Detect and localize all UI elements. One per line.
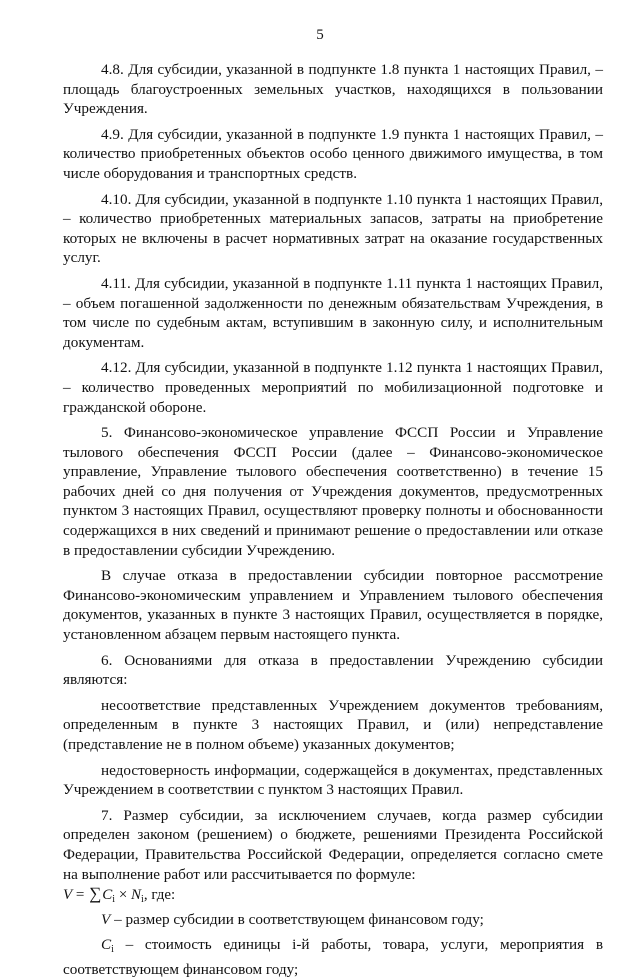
definition-v-text: – размер субсидии в соответствующем финансовом году; — [110, 910, 484, 928]
definition-v — [63, 910, 603, 930]
paragraph-6-ground-1: несоответствие представленных Учреждением документов требованиям, определенным в пункте 3 настоящих Правил, и (или) непредставление (представление не в полном объеме) указанных документов; — [63, 696, 603, 753]
formula-tail: , где: — [143, 887, 176, 904]
definition-c-text: – стоимость единицы i-й работы, товара, услуги, мероприятия в соответствующем финансовом году; — [63, 936, 603, 978]
formula-sum: ∑ — [89, 884, 102, 904]
paragraph-6-ground-2: недостоверность информации, содержащейся в документах, представленных Учреждением в соответствии с пунктом 3 настоящих Правил. — [63, 761, 603, 799]
paragraph-4-10: 4.10. Для субсидии, указанной в подпункте 1.10 пункта 1 настоящих Правил, – количество приобретенных материальных запасов, затраты на приобретение которых не включены в расчет нормативных затрат на оказание государственных услуг. — [63, 190, 603, 267]
paragraph-4-8: 4.8. Для субсидии, указанной в подпункте 1.8 пункта 1 настоящих Правил, – площадь благоустроенных земельных участков, находящихся в пользовании Учреждения. — [63, 61, 603, 118]
paragraph-4-11: 4.11. Для субсидии, указанной в подпункте 1.11 пункта 1 настоящих Правил, – объем погашенной задолженности по денежным обязательствам Учреждения, в том числе по судебным актам, вступившим в законную силу, и исполнительным документам. — [63, 274, 603, 351]
formula-c-sub: i — [112, 894, 116, 906]
formula-n: N — [131, 887, 142, 904]
page-number: 5 — [316, 27, 324, 43]
paragraph-4-9: 4.9. Для субсидии, указанной в подпункте 1.9 пункта 1 настоящих Правил, – количество приобретенных объектов особо ценного движимого имущества, в том числе оборудования и транспортных средств. — [63, 125, 603, 182]
paragraph-5-refusal: В случае отказа в предоставлении субсидии повторное рассмотрение Финансово-экономическим управлением и Управлением тылового обеспечения документов, указанных в пункте 3 настоящих Правил, осуществляется в порядке, установленном абзацем первым настоящего пункта. — [63, 567, 603, 644]
paragraph-4-12: 4.12. Для субсидии, указанной в подпункте 1.12 пункта 1 настоящих Правил, – количество проведенных мероприятий по мобилизационной подготовке и гражданской обороне. — [63, 359, 603, 416]
definition-c-sub: i — [111, 944, 114, 956]
document-body — [63, 60, 603, 980]
subsidy-formula — [63, 884, 603, 910]
definition-v-symbol: V — [101, 910, 111, 928]
paragraph-5: 5. Финансово-экономическое управление ФССП России и Управление тылового обеспечения ФССП России (далее – Финансово-экономическое управление, Управление тылового обеспечения соответственно) в течение 15 рабочих дней со дня получения от Учреждения документов, предусмотренных пунктом 3 настоящих Правил, осуществляют проверку полноты и обоснованности содержащихся в них сведений и принимают решение о предоставлении или отказе в предоставлении субсидии Учреждению. — [63, 424, 603, 559]
formula-equals: = — [72, 887, 89, 904]
formula-v: V — [63, 887, 73, 904]
definition-c — [63, 935, 603, 979]
formula-c: C — [102, 887, 113, 904]
definition-c-symbol: C — [101, 936, 112, 954]
paragraph-6: 6. Основаниями для отказа в предоставлении Учреждению субсидии являются: — [63, 651, 603, 689]
formula-n-sub: i — [141, 894, 144, 906]
formula-times: × — [115, 887, 132, 904]
paragraph-7: 7. Размер субсидии, за исключением случаев, когда размер субсидии определен законом (решением) о бюджете, решениями Президента Российской Федерации, Правительства Российской Федерации, определяется согласно смете на выполнение работ или рассчитывается по формуле: — [63, 806, 603, 883]
